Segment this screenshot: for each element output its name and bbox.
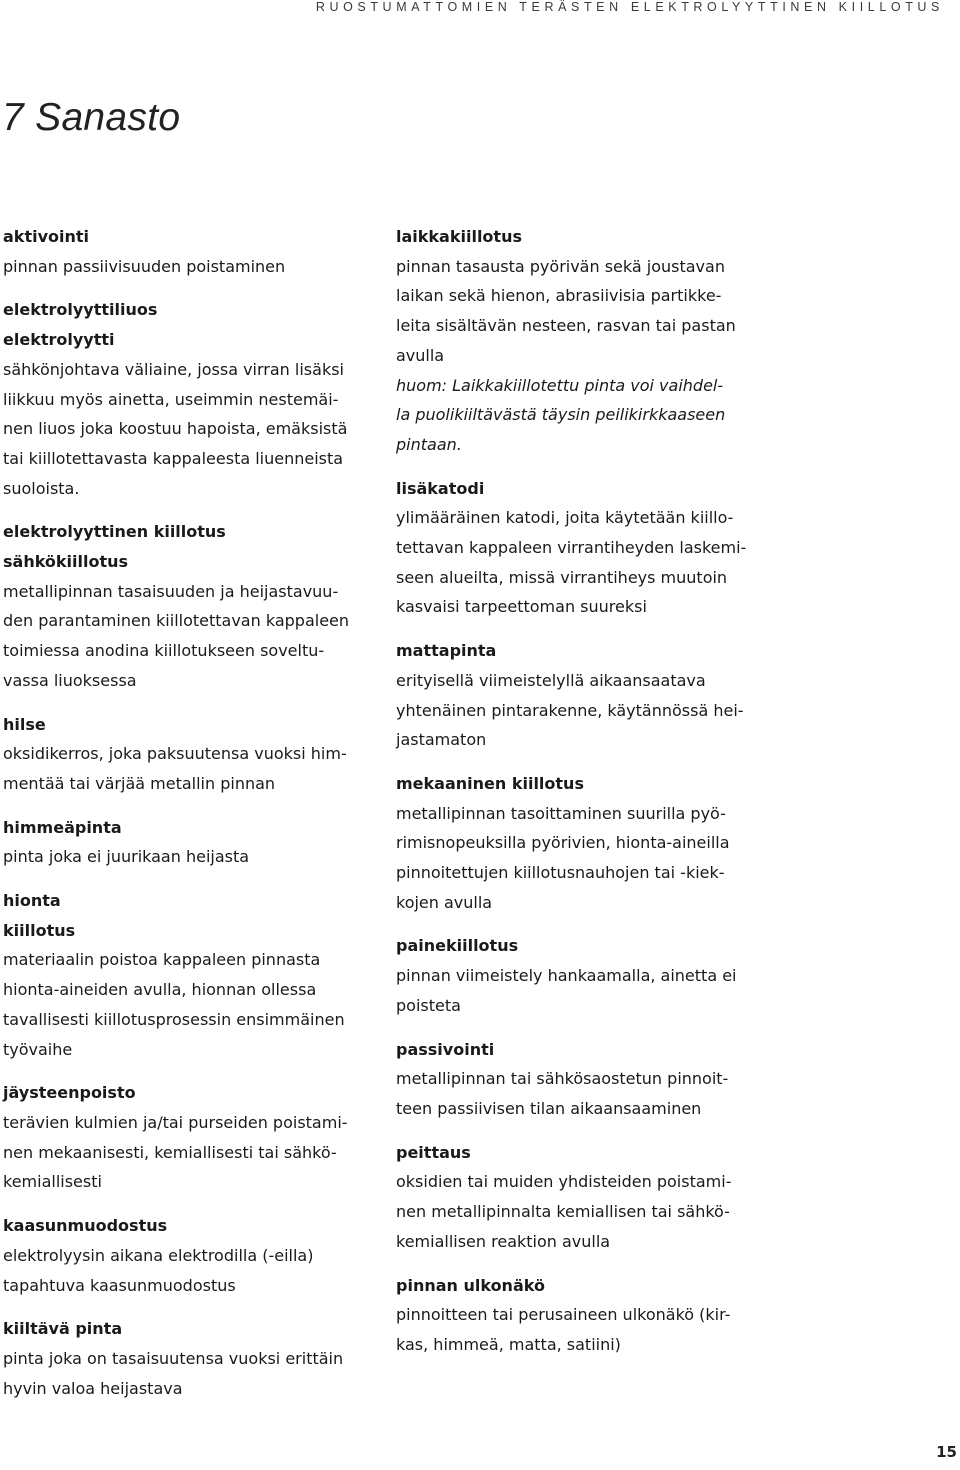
glossary-term: aktivointi	[3, 227, 89, 246]
glossary-definition-line: poisteta	[396, 995, 461, 1015]
glossary-term: sähkökiillotus	[3, 552, 129, 572]
glossary-term: kiiltävä pinta	[3, 1319, 123, 1339]
glossary-definition-line: teen passiivisen tilan aikaansaaminen	[396, 1098, 702, 1118]
glossary-term: kiillotus	[3, 920, 76, 940]
glossary-definition-line: leita sisältävän nesteen, rasvan tai pastan	[396, 316, 736, 336]
glossary-entry	[396, 1035, 764, 1124]
glossary-entry	[3, 222, 371, 281]
glossary-definition-line: tettavan kappaleen virrantiheyden laskemi-	[396, 538, 747, 558]
glossary-definition-line: pinnan viimeistely hankaamalla, ainetta ei	[396, 966, 737, 986]
glossary-definition-line: kas, himmeä, matta, satiini)	[396, 1334, 621, 1354]
glossary-definition-line: toimiessa anodina kiillotukseen soveltu-	[3, 641, 325, 661]
glossary-term: mekaaninen kiillotus	[396, 773, 584, 793]
glossary-definition-line: vassa liuoksessa	[3, 670, 137, 690]
glossary-note-line: pintaan.	[396, 434, 462, 454]
glossary-note-line: huom: Laikkakiillotettu pinta voi vaihdel-	[396, 375, 724, 395]
glossary-definition-line: avulla	[396, 345, 445, 365]
glossary-term: hilse	[3, 714, 46, 734]
glossary-entry	[3, 813, 371, 872]
glossary-column-right	[396, 222, 764, 1374]
glossary-definition-line: pinnoitteen tai perusaineen ulkonäkö (kir-	[396, 1305, 731, 1325]
glossary-definition-line: seen alueilta, missä virrantiheys muutoin	[396, 567, 728, 587]
glossary-term: laikkakiillotus	[396, 227, 522, 246]
glossary-term: kaasunmuodostus	[3, 1216, 168, 1236]
glossary-definition-line: kasvaisi tarpeettoman suureksi	[396, 597, 647, 617]
glossary-term: painekiillotus	[396, 936, 519, 956]
glossary-definition-line: pinnan passiivisuuden poistaminen	[3, 256, 286, 276]
glossary-definition-line: pinta joka ei juurikaan heijasta	[3, 847, 250, 867]
glossary-entry	[396, 222, 764, 460]
glossary-definition-line: rimisnopeuksilla pyörivien, hionta-aineilla	[396, 833, 730, 853]
glossary-definition-line: tapahtuva kaasunmuodostus	[3, 1275, 236, 1295]
glossary-definition-line: elektrolyysin aikana elektrodilla (-eilla)	[3, 1245, 314, 1265]
glossary-term: peittaus	[396, 1142, 471, 1162]
chapter-title: 7 Sanasto	[2, 96, 181, 139]
glossary-definition-line: materiaalin poistoa kappaleen pinnasta	[3, 950, 321, 970]
glossary-entry	[3, 886, 371, 1064]
glossary-entry	[3, 517, 371, 695]
glossary-definition-line: kemiallisen reaktion avulla	[396, 1231, 611, 1251]
glossary-definition-line: hyvin valoa heijastava	[3, 1378, 183, 1398]
glossary-term: jäysteenpoisto	[3, 1083, 136, 1103]
glossary-definition-line: tavallisesti kiillotusprosessin ensimmäinen	[3, 1009, 345, 1029]
glossary-column-left	[3, 222, 371, 1417]
glossary-definition-line: pinnan tasausta pyörivän sekä joustavan	[396, 256, 725, 276]
glossary-entry	[3, 295, 371, 503]
glossary-definition-line: yhtenäinen pintarakenne, käytännössä hei-	[396, 700, 744, 720]
glossary-definition-line: sähkönjohtava väliaine, jossa virran lisäksi	[3, 359, 344, 379]
glossary-entry	[396, 1138, 764, 1257]
glossary-definition-line: erityisellä viimeistelyllä aikaansaatava	[396, 670, 706, 690]
glossary-definition-line: kojen avulla	[396, 892, 493, 912]
glossary-term: lisäkatodi	[396, 478, 485, 498]
glossary-definition-line: oksidien tai muiden yhdisteiden poistami-	[396, 1172, 732, 1192]
glossary-entry	[396, 1271, 764, 1360]
glossary-entry	[3, 1078, 371, 1197]
glossary-term: himmeäpinta	[3, 817, 122, 837]
glossary-term: elektrolyyttiliuos	[3, 300, 158, 320]
running-head: RUOSTUMATTOMIEN TERÄSTEN ELEKTROLYYTTINEN KIILLOTUS	[315, 0, 944, 14]
glossary-term: hionta	[3, 891, 61, 911]
glossary-entry	[396, 636, 764, 755]
glossary-entry	[3, 1314, 371, 1403]
glossary-definition-line: nen mekaanisesti, kemiallisesti tai sähkö-	[3, 1142, 337, 1162]
glossary-definition-line: mentää tai värjää metallin pinnan	[3, 773, 276, 793]
glossary-definition-line: metallipinnan tai sähkösaostetun pinnoit-	[396, 1069, 729, 1089]
glossary-term: passivointi	[396, 1039, 495, 1059]
glossary-definition-line: jastamaton	[396, 730, 487, 750]
glossary-entry	[396, 474, 764, 623]
glossary-definition-line: hionta-aineiden avulla, hionnan ollessa	[3, 980, 317, 1000]
page-number: 15	[936, 1443, 957, 1461]
glossary-entry	[396, 769, 764, 918]
glossary-definition-line: den parantaminen kiillotettavan kappaleen	[3, 611, 350, 631]
glossary-note-line: la puolikiiltävästä täysin peilikirkkaaseen	[396, 405, 726, 425]
glossary-definition-line: pinta joka on tasaisuutensa vuoksi erittäin	[3, 1348, 344, 1368]
glossary-entry	[3, 710, 371, 799]
glossary-term: elektrolyytti	[3, 330, 115, 350]
glossary-definition-line: liikkuu myös ainetta, useimmin nestemäi-	[3, 389, 339, 409]
glossary-definition-line: ylimääräinen katodi, joita käytetään kiillo-	[396, 508, 734, 528]
glossary-definition-line: nen liuos joka koostuu hapoista, emäksistä	[3, 419, 348, 439]
glossary-definition-line: metallipinnan tasaisuuden ja heijastavuu-	[3, 581, 339, 601]
glossary-definition-line: oksidikerros, joka paksuutensa vuoksi him-	[3, 744, 347, 764]
glossary-definition-line: työvaihe	[3, 1039, 73, 1059]
glossary-term: pinnan ulkonäkö	[396, 1275, 545, 1295]
glossary-definition-line: laikan sekä hienon, abrasiivisia partikke-	[396, 286, 722, 306]
glossary-definition-line: terävien kulmien ja/tai purseiden poistami-	[3, 1112, 348, 1132]
glossary-definition-line: kemiallisesti	[3, 1172, 102, 1192]
glossary-definition-line: suoloista.	[3, 478, 80, 498]
glossary-definition-line: pinnoitettujen kiillotusnauhojen tai -kiek-	[396, 863, 725, 883]
glossary-term: mattapinta	[396, 641, 497, 661]
glossary-entry	[3, 1211, 371, 1300]
glossary-definition-line: metallipinnan tasoittaminen suurilla pyö-	[396, 803, 726, 823]
glossary-entry	[396, 931, 764, 1020]
glossary-definition-line: nen metallipinnalta kemiallisen tai sähkö-	[396, 1202, 730, 1222]
glossary-definition-line: tai kiillotettavasta kappaleesta liuenneista	[3, 448, 344, 468]
glossary-term: elektrolyyttinen kiillotus	[3, 522, 226, 542]
